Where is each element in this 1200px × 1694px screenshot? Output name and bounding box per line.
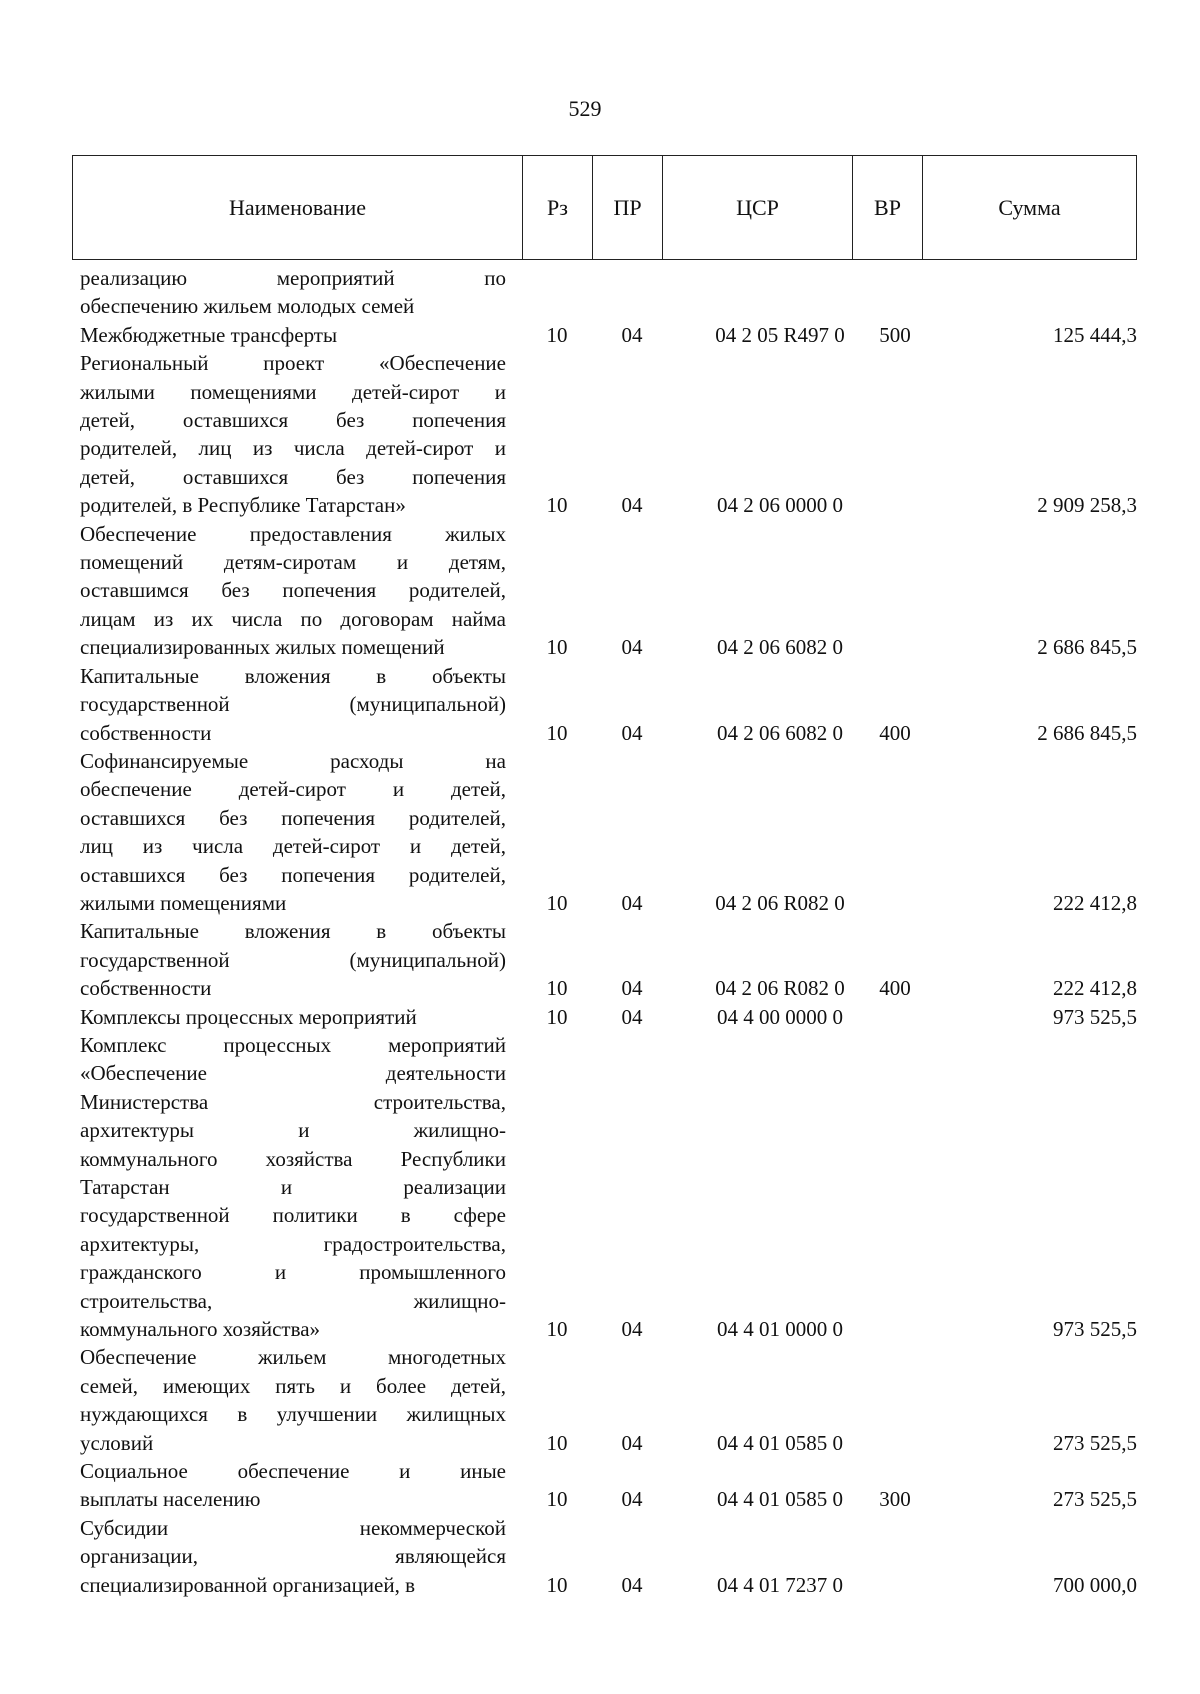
row-pr: 04	[621, 635, 643, 660]
row-name	[80, 321, 506, 349]
row-vr: 400	[879, 720, 911, 745]
row-sum: 2 909 258,3	[1037, 493, 1137, 518]
row-name-line: Комплексы процессных мероприятий	[80, 1004, 417, 1029]
header-pr: ПР	[593, 156, 663, 260]
row-rz: 10	[546, 1572, 568, 1597]
table-row	[80, 520, 1136, 662]
row-name-line: оставшихся без попечения родителей,	[80, 862, 506, 887]
row-rz: 10	[546, 493, 568, 518]
row-pr: 04	[621, 493, 643, 518]
row-csr: 04 4 01 0000 0	[717, 1317, 843, 1342]
row-name-line: жилыми помещениями	[80, 890, 287, 915]
row-name-line: Капитальные вложения в объекты	[80, 919, 506, 944]
table-row	[80, 1457, 1136, 1514]
row-vr: 400	[879, 976, 911, 1001]
row-rz: 10	[546, 322, 568, 347]
row-name-line: лиц из числа детей-сирот и детей,	[80, 834, 506, 859]
row-rz: 10	[546, 1317, 568, 1342]
row-name-line: архитектуры и жилищно-	[80, 1118, 506, 1143]
table-row	[80, 1003, 1136, 1031]
row-pr: 04	[621, 1487, 643, 1512]
row-name	[80, 1003, 506, 1031]
row-rz: 10	[546, 1430, 568, 1455]
row-name-line: условий	[80, 1430, 154, 1455]
row-name-line: реализацию мероприятий по	[80, 266, 506, 290]
row-name	[80, 1514, 506, 1599]
row-csr: 04 2 06 R082 0	[715, 976, 845, 1001]
row-pr: 04	[621, 1317, 643, 1342]
row-sum: 700 000,0	[1053, 1572, 1137, 1597]
row-name	[80, 917, 506, 1002]
row-sum: 273 525,5	[1053, 1430, 1137, 1455]
header-rz: Рз	[523, 156, 593, 260]
row-name-line: Региональный проект «Обеспечение	[80, 351, 506, 376]
row-name-line: помещений детям-сиротам и детям,	[80, 550, 506, 575]
row-name-line: детей, оставшихся без попечения	[80, 464, 506, 489]
row-csr: 04 2 05 R497 0	[715, 322, 845, 347]
row-name-line: собственности	[80, 976, 212, 1001]
row-sum: 125 444,3	[1053, 322, 1137, 347]
row-pr: 04	[621, 1430, 643, 1455]
row-name-line: организации, являющейся	[80, 1544, 506, 1569]
row-csr: 04 4 01 0585 0	[717, 1487, 843, 1512]
table-row	[80, 349, 1136, 519]
row-rz: 10	[546, 635, 568, 660]
row-name	[80, 1031, 506, 1343]
row-name-line: нуждающихся в улучшении жилищных	[80, 1402, 506, 1427]
row-name-line: оставшихся без попечения родителей,	[80, 805, 506, 830]
table-row	[80, 1031, 1136, 1343]
table-header	[72, 155, 1137, 260]
row-name-line: гражданского и промышленного	[80, 1260, 506, 1285]
row-name-line: Капитальные вложения в объекты	[80, 663, 506, 688]
row-name	[80, 747, 506, 917]
row-vr: 500	[879, 322, 911, 347]
header-csr: ЦСР	[663, 156, 853, 260]
row-name-line: коммунального хозяйства»	[80, 1317, 321, 1342]
row-rz: 10	[546, 1004, 568, 1029]
row-name-line: детей, оставшихся без попечения	[80, 408, 506, 433]
row-name-line: Обеспечение жильем многодетных	[80, 1345, 506, 1370]
row-name-line: родителей, лиц из числа детей-сирот и	[80, 436, 506, 461]
row-rz: 10	[546, 1487, 568, 1512]
row-name-line: государственной (муниципальной)	[80, 692, 506, 717]
row-csr: 04 4 00 0000 0	[717, 1004, 843, 1029]
row-name	[80, 1343, 506, 1457]
table-body	[80, 264, 1136, 1599]
header-name: Наименование	[73, 156, 523, 260]
row-name	[80, 520, 506, 662]
row-name-line: обеспечению жильем молодых семей	[80, 294, 415, 319]
row-name-line: Комплекс процессных мероприятий	[80, 1032, 506, 1057]
row-csr: 04 4 01 0585 0	[717, 1430, 843, 1455]
row-name-line: лицам из их числа по договорам найма	[80, 606, 506, 631]
row-sum: 273 525,5	[1053, 1487, 1137, 1512]
row-name	[80, 264, 506, 321]
row-csr: 04 2 06 6082 0	[717, 720, 843, 745]
row-name-line: выплаты населению	[80, 1487, 261, 1512]
row-name-line: обеспечение детей-сирот и детей,	[80, 777, 506, 802]
table-row	[80, 264, 1136, 321]
row-name	[80, 349, 506, 519]
row-pr: 04	[621, 890, 643, 915]
row-name-line: семей, имеющих пять и более детей,	[80, 1373, 506, 1398]
row-name-line: специализированной организацией, в	[80, 1572, 416, 1597]
row-name-line: Межбюджетные трансферты	[80, 322, 338, 347]
row-name-line: Татарстан и реализации	[80, 1175, 506, 1199]
row-name-line: жилыми помещениями детей-сирот и	[80, 379, 506, 404]
table-row	[80, 747, 1136, 917]
row-name-line: «Обеспечение деятельности	[80, 1061, 506, 1086]
row-sum: 2 686 845,5	[1037, 635, 1137, 660]
row-name-line: Обеспечение предоставления жилых	[80, 521, 506, 546]
table-row	[80, 1514, 1136, 1599]
row-csr: 04 2 06 R082 0	[715, 890, 845, 915]
row-pr: 04	[621, 976, 643, 1001]
table-row	[80, 662, 1136, 747]
row-pr: 04	[621, 1004, 643, 1029]
row-name-line: Софинансируемые расходы на	[80, 748, 506, 773]
row-rz: 10	[546, 720, 568, 745]
page-number: 529	[568, 96, 602, 121]
row-rz: 10	[546, 890, 568, 915]
row-pr: 04	[621, 720, 643, 745]
row-csr: 04 4 01 7237 0	[717, 1572, 843, 1597]
table-row	[80, 1343, 1136, 1457]
row-sum: 973 525,5	[1053, 1317, 1137, 1342]
row-pr: 04	[621, 1572, 643, 1597]
row-sum: 222 412,8	[1053, 890, 1137, 915]
table-row	[80, 917, 1136, 1002]
row-sum: 222 412,8	[1053, 976, 1137, 1001]
row-name-line: государственной (муниципальной)	[80, 947, 506, 972]
header-sum: Сумма	[923, 156, 1137, 260]
row-name-line: собственности	[80, 720, 212, 745]
table-row	[80, 321, 1136, 349]
row-sum: 2 686 845,5	[1037, 720, 1137, 745]
row-name	[80, 662, 506, 747]
row-name-line: Социальное обеспечение и иные	[80, 1459, 506, 1484]
row-name-line: государственной политики в сфере	[80, 1203, 506, 1228]
row-pr: 04	[621, 322, 643, 347]
row-name-line: оставшимся без попечения родителей,	[80, 578, 506, 603]
row-name-line: Министерства строительства,	[80, 1089, 506, 1114]
row-csr: 04 2 06 6082 0	[717, 635, 843, 660]
header-vr: ВР	[853, 156, 923, 260]
row-vr: 300	[879, 1487, 911, 1512]
row-sum: 973 525,5	[1053, 1004, 1137, 1029]
row-name	[80, 1457, 506, 1514]
row-name-line: специализированных жилых помещений	[80, 635, 445, 660]
row-name-line: коммунального хозяйства Республики	[80, 1146, 506, 1171]
row-csr: 04 2 06 0000 0	[717, 493, 843, 518]
row-name-line: Субсидии некоммерческой	[80, 1515, 506, 1540]
row-rz: 10	[546, 976, 568, 1001]
row-name-line: архитектуры, градостроительства,	[80, 1231, 506, 1256]
row-name-line: строительства, жилищно-	[80, 1288, 506, 1313]
row-name-line: родителей, в Республике Татарстан»	[80, 493, 406, 518]
